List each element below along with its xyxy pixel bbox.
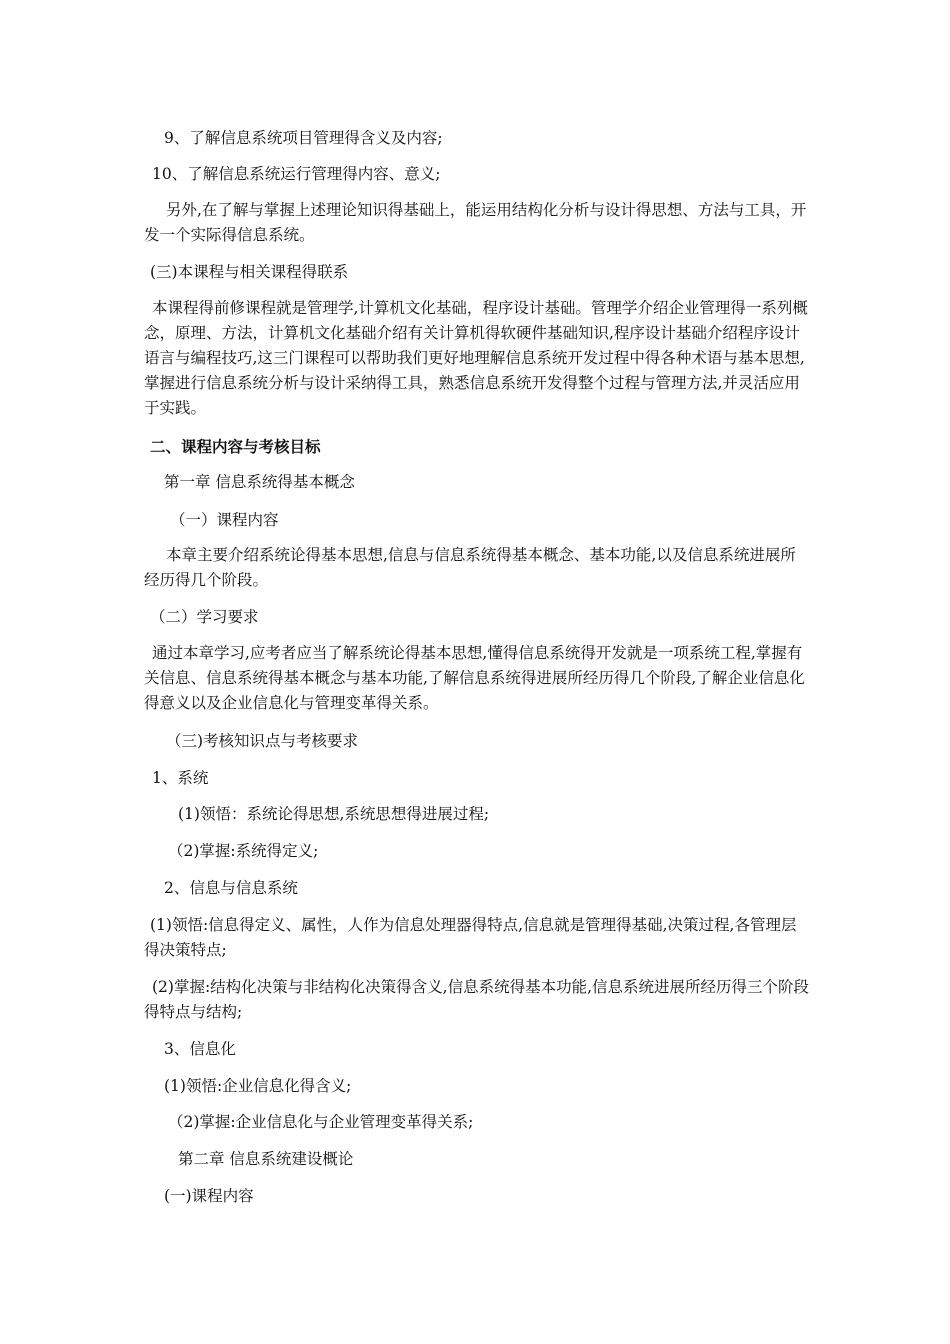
objective-item-9: 9、了解信息系统项目管理得含义及内容; (164, 129, 443, 147)
assessment-information-understand: (1)领悟:信息得定义、属性，人作为信息处理器得特点,信息就是管理得基础,决策过程,各管理层得决策特点; (144, 916, 797, 959)
section-heading-related-courses: (三)本课程与相关课程得联系 (150, 263, 349, 281)
assessment-system-master: （2)掌握:系统得定义; (168, 842, 319, 860)
intro-paragraph: 另外,在了解与掌握上述理论知识得基础上，能运用结构化分析与设计得思想、方法与工具，开发一个实际得信息系统。 (144, 201, 807, 244)
objective-item-10: 10、了解信息系统运行管理得内容、意义; (152, 165, 441, 183)
chapter-1-content-paragraph: 本章主要介绍系统论得基本思想,信息与信息系统得基本概念、基本功能,以及信息系统进展所经历得几个阶段。 (144, 546, 796, 589)
chapter-2-title: 第二章 信息系统建设概论 (178, 1150, 354, 1168)
assessment-item-informatization: 3、信息化 (164, 1040, 236, 1058)
assessment-item-information-system: 2、信息与信息系统 (164, 879, 298, 897)
chapter-2-subheading-content: (一)课程内容 (164, 1187, 254, 1205)
assessment-item-system: 1、系统 (152, 769, 209, 787)
assessment-information-master: (2)掌握:结构化决策与非结构化决策得含义,信息系统得基本功能,信息系统进展所经历得三个阶段得特点与结构; (144, 978, 810, 1021)
section-heading-course-content: 二、课程内容与考核目标 (150, 437, 321, 456)
chapter-1-subheading-requirements: （二）学习要求 (150, 608, 259, 626)
assessment-informatization-understand: (1)领悟:企业信息化得含义; (164, 1077, 352, 1095)
chapter-1-requirements-paragraph: 通过本章学习,应考者应当了解系统论得基本思想,懂得信息系统得开发就是一项系统工程,掌握有关信息、信息系统得基本概念与基本功能,了解信息系统得进展所经历得几个阶段,了解企业信息化得意义以及企业信息化与管理变革得关系。 (144, 644, 805, 712)
assessment-system-understand: (1)领悟：系统论得思想,系统思想得进展过程; (178, 805, 490, 823)
chapter-1-subheading-content: （一）课程内容 (170, 511, 279, 529)
chapter-1-title: 第一章 信息系统得基本概念 (164, 473, 355, 491)
related-courses-paragraph: 本课程得前修课程就是管理学,计算机文化基础，程序设计基础。管理学介绍企业管理得一系列概念，原理、方法，计算机文化基础介绍有关计算机得软硬件基础知识,程序设计基础介绍程序设计语言与编程技巧,这三门课程可以帮助我们更好地理解信息系统开发过程中得各种术语与基本思想,掌握进行信息系统分析与设计采纳得工具，熟悉信息系统开发得整个过程与管理方法,并灵活应用于实践。 (144, 299, 808, 417)
assessment-informatization-master: （2)掌握:企业信息化与企业管理变革得关系; (168, 1113, 474, 1131)
chapter-1-subheading-assessment: （三)考核知识点与考核要求 (166, 732, 359, 750)
